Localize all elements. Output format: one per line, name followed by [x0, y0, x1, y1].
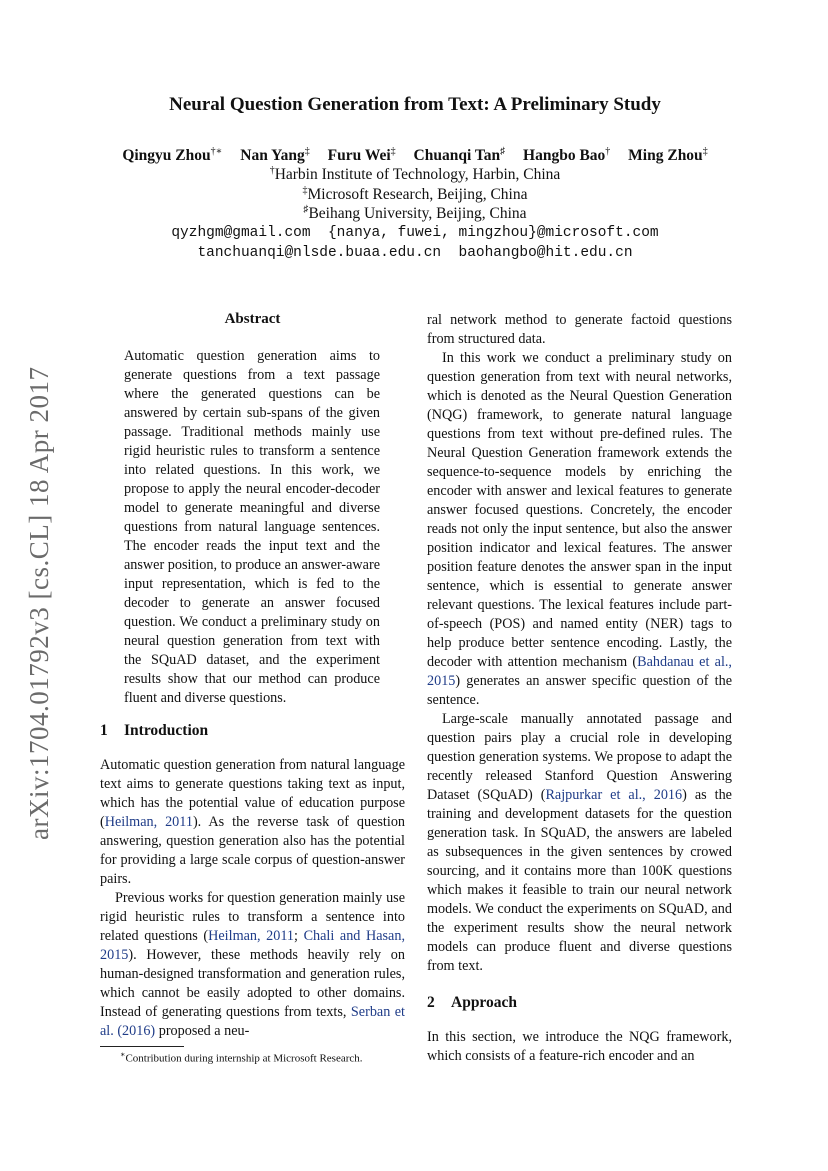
text-run: ; [294, 928, 304, 944]
author-name: Chuanqi Tan [413, 147, 501, 165]
text-run: ). However, these methods heavily rely on human-designed transformation and generation rules, which cannot be easily adopted to other domains. Instead of generating questions from texts, [100, 947, 405, 1020]
section-heading-introduction [100, 722, 208, 740]
arxiv-identifier: arXiv:1704.01792v3 [cs.CL] 18 Apr 2017 [24, 366, 54, 840]
email-line [100, 225, 730, 241]
footnote-text: Contribution during internship at Microsoft Research. [125, 1052, 363, 1065]
author-list [90, 146, 740, 165]
footnote-rule [100, 1046, 184, 1047]
footnote [100, 1050, 405, 1065]
paragraph [100, 756, 405, 889]
author [628, 147, 708, 164]
section-number: 1 [100, 722, 108, 739]
paragraph [427, 710, 732, 976]
author-name: Furu Wei [327, 147, 391, 165]
affiliation-mark: † [269, 165, 275, 176]
citation-link[interactable]: Heilman, 2011 [104, 814, 193, 830]
author-mark: ‡ [390, 146, 396, 157]
author-mark: † [605, 146, 611, 157]
introduction-body [100, 756, 405, 1041]
author-mark: ‡ [702, 146, 708, 157]
citation-link[interactable]: Serban et al. (2016) [100, 1004, 405, 1039]
author-name: Qingyu Zhou [122, 147, 211, 165]
text-run: Large-scale manually annotated passage and question pairs play a crucial role in developing question generation systems. We propose to adapt the recently released Stanford Question Answering Dataset (SQuAD) ( [427, 711, 732, 803]
text-run: ) as the training and development datasets for the question generation task. In SQuAD, the answers are labeled as subsequences in the given sentences by crowed sourcing, and it contains more than 100K questions which makes it feasible to train our neural network models. We conduct the experiments on SQuAD, and the experiment results show the neural network models can produce fluent and diverse questions from text. [427, 787, 732, 974]
affiliation [100, 204, 730, 223]
affiliation-mark: ♯ [303, 204, 309, 215]
citation-link[interactable]: Rajpurkar et al., 2016 [545, 787, 683, 803]
author-mark: ‡ [304, 146, 310, 157]
citation-link[interactable]: Bahdanau et al., 2015 [427, 654, 732, 689]
paragraph: ral network method to generate factoid questions from structured data. [427, 312, 732, 347]
text-run: Previous works for question generation mainly use rigid heuristic rules to transform a sentence into related questions ( [100, 890, 405, 944]
right-column-body [427, 311, 732, 976]
footnote-mark: ∗ [120, 1050, 126, 1059]
author-name: Ming Zhou [628, 147, 703, 165]
affiliation-mark: ‡ [302, 185, 308, 196]
section-number: 2 [427, 994, 435, 1011]
author [328, 147, 396, 164]
paper-title: Neural Question Generation from Text: A Preliminary Study [169, 94, 661, 115]
section-title: Approach [451, 994, 518, 1011]
author-mark: †∗ [210, 146, 223, 157]
abstract-heading: Abstract [224, 311, 281, 327]
paragraph [427, 349, 732, 710]
email-text: tanchuanqi@nlsde.buaa.edu.cn baohangbo@hit.edu.cn [197, 245, 633, 261]
paragraph [100, 889, 405, 1041]
section-heading-approach [427, 994, 517, 1012]
citation-link[interactable]: Chali and Hasan, 2015 [100, 928, 405, 963]
paragraph: In this section, we introduce the NQG framework, which consists of a feature-rich encoder and an [427, 1029, 732, 1064]
approach-body [427, 1028, 732, 1066]
email-line [100, 245, 730, 261]
author [523, 147, 610, 164]
author [240, 147, 309, 164]
author-mark: ♯ [500, 146, 506, 157]
citation-link[interactable]: Heilman, 2011 [208, 928, 294, 944]
text-run: Automatic question generation from natural language text aims to generate questions taking text as input, which has the potential value of education purpose ( [100, 757, 405, 830]
affiliation-text: Harbin Institute of Technology, Harbin, China [274, 166, 561, 184]
text-run: In this work we conduct a preliminary study on question generation from text with neural networks, which is denoted as the Neural Question Generation (NQG) framework, to generate natural language questions from text without pre-defined rules. The Neural Question Generation framework extends the sequence-to-sequence models by enriching the encoder with answer and lexical features to generate answer focused questions. Concretely, the encoder reads not only the input sentence, but also the answer position indicator and lexical features. The answer position feature denotes the answer span in the input sentence, which is essential to generate answer relevant questions. The lexical features include part-of-speech (POS) and named entity (NER) tags to help produce better sentence encoding. Lastly, the decoder with attention mechanism ( [427, 350, 732, 670]
affiliation [100, 185, 730, 204]
author [414, 147, 506, 164]
section-title: Introduction [124, 722, 209, 739]
affiliation [100, 165, 730, 184]
affiliation-text: Microsoft Research, Beijing, China [307, 186, 528, 204]
abstract-body: Automatic question generation aims to generate questions from a text passage where the generated questions can be answered by certain sub-spans of the given passage. Traditional methods mainly use rigid heuristic rules to transform a sentence into related questions. In this work, we propose to apply the neural encoder-decoder model to generate meaningful and diverse questions from natural language sentences. The encoder reads the input text and the answer position, to produce an answer-aware input representation, which is fed to the decoder to generate an answer focused question. We conduct a preliminary study on neural question generation from text with the SQuAD dataset, and the experiment results show that our method can produce fluent and diverse questions. [124, 348, 380, 706]
text-run: ). As the reverse task of question answering, question generation also has the potential for providing a large scale corpus of question-answer pairs. [100, 814, 406, 887]
author-name: Nan Yang [240, 147, 305, 165]
email-text: qyzhgm@gmail.com {nanya, fuwei, mingzhou}@microsoft.com [171, 225, 659, 241]
affiliation-text: Beihang University, Beijing, China [308, 205, 527, 223]
text-run: ) generates an answer specific question of the sentence. [427, 673, 732, 708]
text-run: proposed a neu- [155, 1023, 250, 1039]
author-name: Hangbo Bao [523, 147, 606, 165]
author [122, 147, 222, 164]
